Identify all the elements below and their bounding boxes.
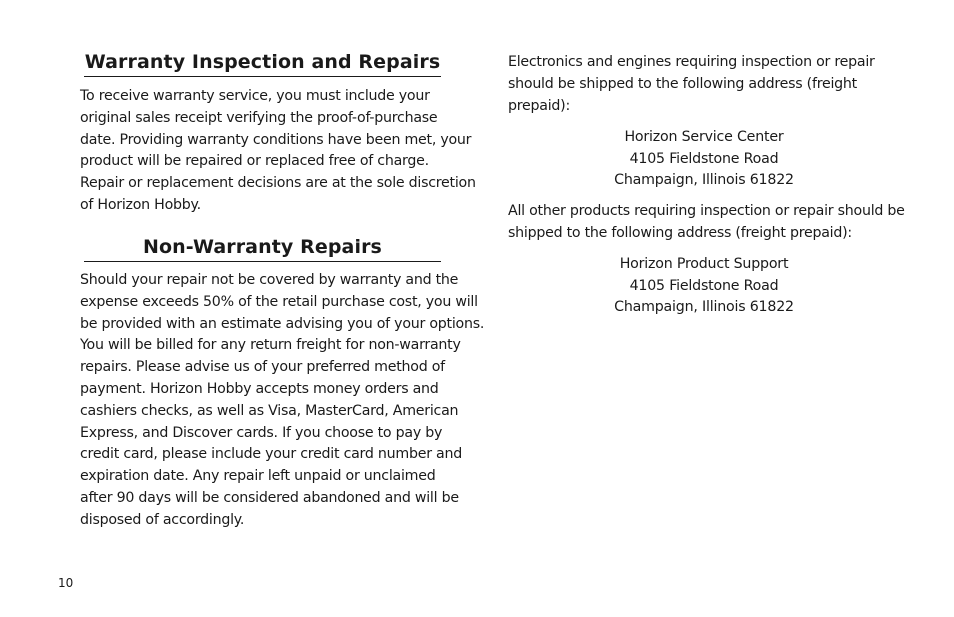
text-line: of Horizon Hobby. <box>80 196 201 213</box>
text-line: payment. Horizon Hobby accepts money orders and <box>80 380 439 397</box>
text-line: product will be repaired or replaced free of charge. <box>80 153 429 170</box>
text-line: expiration date. Any repair left unpaid or unclaimed <box>80 468 436 485</box>
nonwarranty-heading: Non-Warranty Repairs <box>84 235 441 262</box>
page-number: 10 <box>58 576 74 590</box>
text-line: prepaid): <box>508 97 570 114</box>
text-line: To receive warranty service, you must include your <box>80 88 430 104</box>
warranty-heading: Warranty Inspection and Repairs <box>84 50 441 77</box>
text-line: after 90 days will be considered abandoned and will be <box>80 489 459 506</box>
electronics-paragraph <box>508 52 875 117</box>
text-line: date. Providing warranty conditions have been met, your <box>80 131 472 148</box>
text-line: be provided with an estimate advising you of your options. <box>80 315 485 332</box>
warranty-paragraph <box>80 86 476 217</box>
text-line: Electronics and engines requiring inspection or repair <box>508 54 875 70</box>
address-line: 4105 Fieldstone Road <box>629 277 779 294</box>
text-line: Repair or replacement decisions are at the sole discretion <box>80 175 476 192</box>
address-line: Horizon Product Support <box>619 256 789 272</box>
address-line: 4105 Fieldstone Road <box>629 150 779 167</box>
text-line: original sales receipt verifying the proof-of-purchase <box>80 109 438 126</box>
text-line: disposed of accordingly. <box>80 511 245 528</box>
other-products-paragraph <box>508 201 905 245</box>
text-line: repairs. Please advise us of your preferred method of <box>80 359 445 376</box>
address-line: Champaign, Illinois 61822 <box>614 172 794 188</box>
text-line: should be shipped to the following address (freight <box>508 75 857 92</box>
text-line: credit card, please include your credit card number and <box>80 446 462 463</box>
text-line: Express, and Discover cards. If you choose to pay by <box>80 424 443 441</box>
text-line: cashiers checks, as well as Visa, MasterCard, American <box>80 402 459 419</box>
address-line: Horizon Service Center <box>624 129 784 145</box>
service-center-address <box>508 127 900 192</box>
text-line: Should your repair not be covered by warranty and the <box>80 272 459 288</box>
nonwarranty-paragraph <box>80 270 484 532</box>
text-line: shipped to the following address (freight prepaid): <box>508 224 852 241</box>
text-line: expense exceeds 50% of the retail purchase cost, you will <box>80 293 478 310</box>
text-line: All other products requiring inspection or repair should be <box>508 203 905 219</box>
text-line: You will be billed for any return freight for non-warranty <box>80 337 461 354</box>
address-line: Champaign, Illinois 61822 <box>614 299 794 315</box>
product-support-address <box>508 254 900 319</box>
